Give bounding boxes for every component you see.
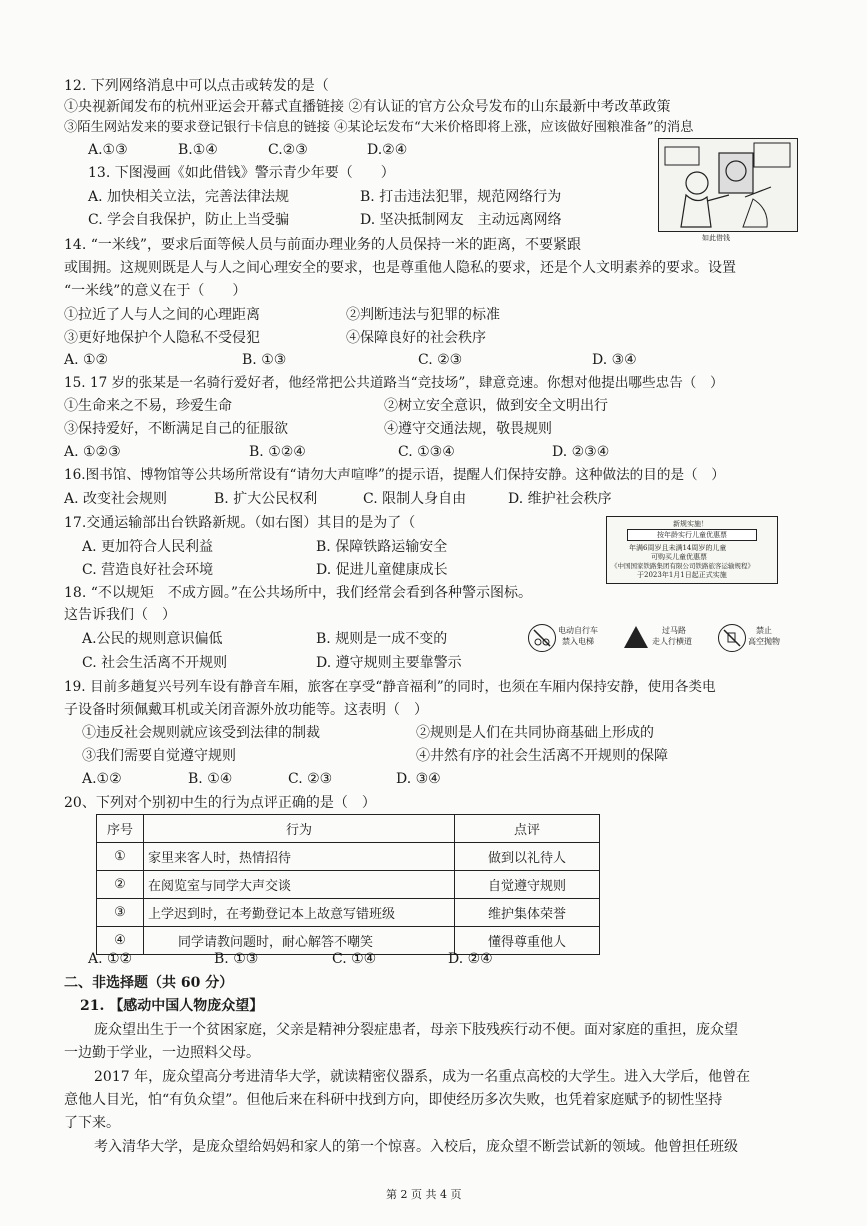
col-header-comment: 点评 — [455, 815, 600, 843]
page-footer: 第 2 页 共 4 页 — [386, 1188, 462, 1201]
q16-choice-b[interactable]: B. 扩大公民权利 — [214, 491, 318, 507]
q15-choice-a[interactable]: A. ①②③ — [64, 444, 121, 460]
q19-option3: ③我们需要自觉遵守规则 — [82, 748, 236, 764]
col-header-index: 序号 — [97, 815, 144, 843]
q19-option2: ②规则是人们在共同协商基础上形成的 — [416, 725, 654, 741]
q20-choice-a[interactable]: A. ①② — [88, 951, 133, 967]
q21-title: 21. 【感动中国人物庞众望】 — [80, 998, 264, 1014]
q15-option2: ②树立安全意识，做到安全文明出行 — [384, 398, 608, 414]
q14-line1: 14. “一米线”，要求后面等候人员与前面办理业务的人员保持一米的距离，不要紧跟 — [64, 237, 582, 253]
q20-stem: 20、下列对个别初中生的行为点评正确的是（ ） — [64, 795, 376, 811]
notice-banner: 按年龄实行儿童优惠票 — [627, 529, 757, 541]
sign2-text-b: 走人行横道 — [652, 637, 692, 646]
no-throwing-sign-icon — [718, 624, 746, 652]
q12-options-line2: ③陌生网站发来的要求登记银行卡信息的链接 ④某论坛发布“大米价格即将上涨，应该做好囤粮准备”的消息 — [64, 120, 694, 135]
sign1-text: 电动自行车 — [558, 626, 598, 635]
cell-behavior: 家里来客人时，热情招待 — [144, 843, 455, 871]
q21-para2-line2: 意他人目光，怕“有负众望”。但他后来在科研中找到方向，即使经历多次失败，也凭着家庭赋予的韧性坚持 — [64, 1092, 723, 1108]
cartoon-caption-box — [700, 233, 740, 243]
q12-choice-d[interactable]: D.②④ — [367, 142, 408, 158]
q15-option4: ④遵守交通法规，敬畏规则 — [384, 421, 552, 437]
q21-para1-line1: 庞众望出生于一个贫困家庭，父亲是精神分裂症患者，母亲下肢残疾行动不便。面对家庭的重担，庞众望 — [94, 1022, 738, 1038]
q14-option4: ④保障良好的社会秩序 — [346, 330, 486, 346]
q16-stem: 16.图书馆、博物馆等公共场所常设有“请勿大声喧哗”的提示语，提醒人们保持安静。这种做法的目的是（ ） — [64, 467, 725, 483]
cell-index: ③ — [97, 899, 144, 927]
q14-choice-b[interactable]: B. ①③ — [242, 352, 287, 368]
cell-comment: 做到以礼待人 — [455, 843, 600, 871]
q21-para2-line1: 2017 年，庞众望高分考进清华大学，就读精密仪器系，成为一名重点高校的大学生。进入大学后，他曾在 — [94, 1069, 751, 1085]
q13-choice-a[interactable]: A. 加快相关立法，完善法律法规 — [88, 189, 290, 205]
q13-choice-c[interactable]: C. 学会自我保护，防止上当受骗 — [88, 212, 290, 228]
q18-choice-d[interactable]: D. 遵守规则主要靠警示 — [316, 655, 462, 671]
q14-choice-d[interactable]: D. ③④ — [592, 352, 637, 368]
q15-option3: ③保持爱好，不断满足自己的征服欲 — [64, 421, 288, 437]
cartoon-image — [658, 138, 798, 232]
q18-choice-b[interactable]: B. 规则是一成不变的 — [316, 631, 448, 647]
q13-stem: 13. 下图漫画《如此借钱》警示青少年要（ ） — [88, 165, 395, 181]
q19-option1: ①违反社会规则就应该受到法律的制裁 — [82, 725, 320, 741]
q18-line1: 18. “不以规矩 不成方圆。”在公共场所中，我们经常会看到各种警示图标。 — [64, 585, 533, 601]
q13-choice-d[interactable]: D. 坚决抵制网友 主动远离网络 — [360, 212, 562, 228]
q19-line1: 19. 目前多趟复兴号列车设有静音车厢，旅客在享受“静音福利”的同时，也须在车厢内保持安静，使用各类电 — [64, 679, 716, 695]
q21-para2-line3: 了下来。 — [64, 1115, 120, 1131]
q17-choice-a[interactable]: A. 更加符合人民利益 — [82, 539, 214, 555]
q20-table — [96, 814, 600, 955]
q14-line2: 或围拥。这规则既是人与人之间心理安全的要求，也是尊重他人隐私的要求，还是个人文明素养的要求。设置 — [64, 260, 736, 276]
q19-choice-b[interactable]: B. ①④ — [188, 771, 233, 787]
table-row — [97, 871, 600, 899]
table-row — [97, 843, 600, 871]
crosswalk-sign-icon — [624, 626, 648, 648]
cell-index: ④ — [97, 927, 144, 955]
cell-behavior: 同学请教问题时，耐心解答不嘲笑 — [144, 927, 455, 955]
q12-choice-c[interactable]: C.②③ — [268, 142, 308, 158]
q13-choice-b[interactable]: B. 打击违法犯罪，规范网络行为 — [360, 189, 562, 205]
q14-line3: “一米线”的意义在于（ ） — [64, 283, 247, 299]
q15-choice-d[interactable]: D. ②③④ — [552, 444, 610, 460]
q15-choice-c[interactable]: C. ①③④ — [398, 444, 455, 460]
section-heading: 二、非选择题（共 60 分） — [64, 975, 234, 991]
col-header-behavior: 行为 — [144, 815, 455, 843]
q14-option3: ③更好地保护个人隐私不受侵犯 — [64, 330, 260, 346]
cell-index: ② — [97, 871, 144, 899]
sign1-text-b: 禁入电梯 — [562, 637, 594, 646]
table-row — [97, 899, 600, 927]
q18-line2: 这告诉我们（ ） — [64, 607, 176, 623]
q18-choice-a[interactable]: A.公民的规则意识偏低 — [82, 631, 223, 647]
sign3-text-b: 高空抛物 — [748, 637, 780, 646]
q19-choice-a[interactable]: A.①② — [82, 771, 122, 787]
q21-para1-line2: 一边勤于学业，一边照料父母。 — [64, 1045, 260, 1061]
notice-line4: 于2023年1月1日起正式实施 — [637, 571, 727, 579]
cell-comment: 维护集体荣誉 — [455, 899, 600, 927]
notice-title: 新规实施！ — [673, 520, 708, 528]
q16-choice-c[interactable]: C. 限制人身自由 — [363, 491, 467, 507]
q14-option2: ②判断违法与犯罪的标准 — [346, 307, 500, 323]
sign3-text: 禁止 — [756, 626, 772, 635]
q16-choice-a[interactable]: A. 改变社会规则 — [64, 491, 168, 507]
table-header-row — [97, 815, 600, 843]
q19-option4: ④井然有序的社会生活离不开规则的保障 — [416, 748, 668, 764]
notice-line1: 年满6周岁且未满14周岁的儿童 — [629, 544, 727, 552]
q21-para3-line1: 考入清华大学，是庞众望给妈妈和家人的第一个惊喜。入校后，庞众望不断尝试新的领域。他曾担任班级 — [94, 1139, 738, 1155]
q19-line2: 子设备时须佩戴耳机或关闭音源外放功能等。这表明（ ） — [64, 702, 428, 718]
notice-line3: 《中国国家铁路集团有限公司铁路旅客运输规程》 — [611, 562, 754, 570]
q18-choice-c[interactable]: C. 社会生活离不开规则 — [82, 655, 228, 671]
no-ebike-sign-icon — [528, 624, 556, 652]
q12-choice-b[interactable]: B.①④ — [178, 142, 218, 158]
q14-choice-a[interactable]: A. ①② — [64, 352, 109, 368]
q19-choice-d[interactable]: D. ③④ — [396, 771, 441, 787]
railway-notice-image — [606, 516, 778, 584]
q17-choice-b[interactable]: B. 保障铁路运输安全 — [316, 539, 448, 555]
q20-choice-b[interactable]: B. ①③ — [214, 951, 259, 967]
q20-choice-c[interactable]: C. ①④ — [332, 951, 377, 967]
q15-stem: 15. 17 岁的张某是一名骑行爱好者，他经常把公共道路当“竞技场”，肆意竞速。你想对他提出哪些忠告（ ） — [64, 375, 724, 391]
q17-choice-d[interactable]: D. 促进儿童健康成长 — [316, 562, 448, 578]
cell-comment: 自觉遵守规则 — [455, 871, 600, 899]
q19-choice-c[interactable]: C. ②③ — [288, 771, 333, 787]
cartoon-drawing — [659, 139, 797, 231]
q15-option1: ①生命来之不易，珍爱生命 — [64, 398, 232, 414]
cell-behavior: 上学迟到时，在考勤登记本上故意写错班级 — [144, 899, 455, 927]
q12-stem: 12. 下列网络消息中可以点击或转发的是（ — [64, 78, 329, 94]
q20-choice-d[interactable]: D. ②④ — [448, 951, 493, 967]
q15-choice-b[interactable]: B. ①②④ — [249, 444, 306, 460]
sign2-text: 过马路 — [662, 626, 686, 635]
no-ebike-slash — [529, 625, 555, 651]
notice-line2: 可购买儿童优惠票 — [651, 553, 707, 561]
q17-choice-c[interactable]: C. 营造良好社会环境 — [82, 562, 214, 578]
cartoon-caption: 如此借钱 — [702, 234, 730, 242]
q12-choice-a[interactable]: A.①③ — [88, 142, 128, 158]
q12-options-line1: ①央视新闻发布的杭州亚运会开幕式直播链接 ②有认证的官方公众号发布的山东最新中考改革政策 — [64, 99, 671, 115]
cell-index: ① — [97, 843, 144, 871]
q16-choice-d[interactable]: D. 维护社会秩序 — [508, 491, 612, 507]
q17-stem: 17.交通运输部出台铁路新规。（如右图）其目的是为了（ — [64, 515, 416, 531]
cell-comment: 懂得尊重他人 — [455, 927, 600, 955]
q14-option1: ①拉近了人与人之间的心理距离 — [64, 307, 260, 323]
no-throwing-slash — [719, 625, 745, 651]
q14-choice-c[interactable]: C. ②③ — [418, 352, 463, 368]
cell-behavior: 在阅览室与同学大声交谈 — [144, 871, 455, 899]
